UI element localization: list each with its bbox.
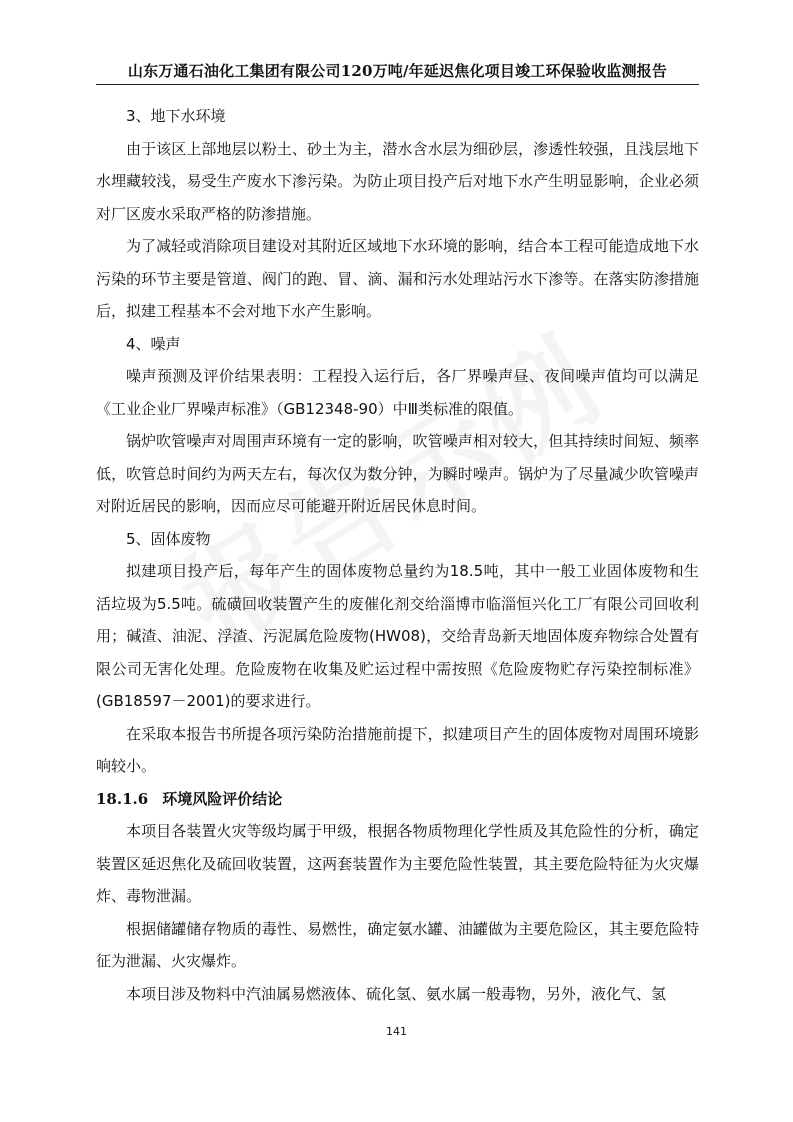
body-paragraph: 由于该区上部地层以粉土、砂土为主，潜水含水层为细砂层，渗透性较强，且浅层地下水埋藏较浅，易受生产废水下渗污染。为防止项目投产后对地下水产生明显影响，企业必须对厂区废水采取严格的防渗措施。 bbox=[96, 139, 699, 223]
body-paragraph: 根据储罐储存物质的毒性、易燃性，确定氨水罐、油罐做为主要危险区，其主要危险特征为泄漏、火灾爆炸。 bbox=[96, 919, 699, 970]
body-paragraph: 为了减轻或消除项目建设对其附近区域地下水环境的影响，结合本工程可能造成地下水污染的环节主要是管道、阀门的跑、冒、滴、漏和污水处理站污水下渗等。在落实防渗措施后，拟建工程基本不会对地下水产生影响。 bbox=[96, 237, 699, 320]
body-paragraph: 锅炉吹管噪声对周围声环境有一定的影响，吹管噪声相对较大，但其持续时间短、频率低，吹管总时间约为两天左右，每次仅为数分钟，为瞬时噪声。锅炉为了尽量减少吹管噪声对附近居民的影响，因而应尽可能避开附近居民休息时间。 bbox=[96, 432, 699, 515]
header-rule bbox=[96, 84, 699, 85]
subsection-title: 4、噪声 bbox=[126, 334, 181, 353]
page-number: 141 bbox=[386, 1025, 407, 1038]
body-paragraph: 噪声预测及评价结果表明：工程投入运行后，各厂界噪声昼、夜间噪声值均可以满足《工业企业厂界噪声标准》（GB12348-90）中Ⅲ类标准的限值。 bbox=[96, 367, 699, 418]
section-heading bbox=[96, 783, 699, 816]
body-paragraph: 拟建项目投产后，每年产生的固体废物总量约为18.5吨，其中一般工业固体废物和生活垃圾为5.5吨。硫磺回收装置产生的废催化剂交给淄博市临淄恒兴化工厂有限公司回收利用；碱渣、油泥、浮渣、污泥属危险废物(HW08)，交给青岛新天地固体废弃物综合处置有限公司无害化处理。危险废物在收集及贮运过程中需按照《危险废物贮存污染控制标准》(GB18597－2001)的要求进行。 bbox=[96, 562, 699, 710]
body-paragraph: 本项目各装置火灾等级均属于甲级，根据各物质物理化学性质及其危险性的分析，确定装置区延迟焦化及硫回收装置，这两套装置作为主要危险性装置，其主要危险特征为火灾爆炸、毒物泄漏。 bbox=[96, 822, 699, 905]
body-paragraph: 在采取本报告书所提各项污染防治措施前提下，拟建项目产生的固体废物对周围环境影响较小。 bbox=[96, 724, 699, 775]
subsection-title: 3、地下水环境 bbox=[126, 107, 226, 125]
section-title: 环境风险评价结论 bbox=[162, 789, 283, 808]
document-body bbox=[96, 100, 699, 1010]
section-number: 18.1.6 bbox=[96, 789, 149, 808]
subsection-title: 5、固体废物 bbox=[126, 529, 211, 548]
body-paragraph: 本项目涉及物料中汽油属易燃液体、硫化氢、氨水属一般毒物，另外，液化气、氢 bbox=[126, 984, 667, 1003]
page-header: 山东万通石油化工集团有限公司120万吨/年延迟焦化项目竣工环保验收监测报告 bbox=[127, 62, 668, 80]
